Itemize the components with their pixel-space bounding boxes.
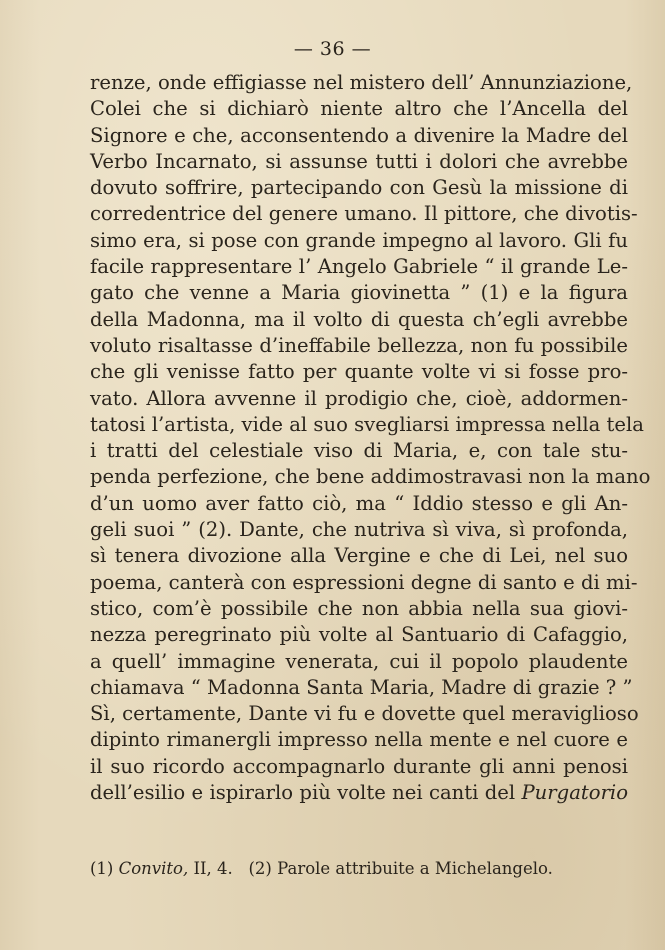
footnotes xyxy=(90,858,628,880)
text-line: nezza peregrinato più volte al Santuario di Cafaggio, xyxy=(90,623,628,647)
text-line: il suo ricordo accompagnarlo durante gli anni penosi xyxy=(90,754,628,778)
text-line: renze, onde effigiasse nel mistero dell’ Annunziazione, xyxy=(90,71,633,94)
text-line: chiamava “ Madonna Santa Maria, Madre di grazie ? ” xyxy=(90,675,633,699)
text-line: sì tenera divozione alla Vergine e che di Lei, nel suo xyxy=(90,544,628,568)
text-line: facile rappresentare l’ Angelo Gabriele “ il grande Le- xyxy=(90,255,628,279)
text-line: a quell’ immagine venerata, cui il popolo plaudente xyxy=(90,649,628,673)
footnote-2-ref: (2) xyxy=(248,859,272,878)
text-line: geli suoi ” (2). Dante, che nutriva sì viva, sì profonda, xyxy=(90,518,628,542)
footnote-1-title: Convito, xyxy=(118,859,189,878)
body-text xyxy=(90,70,651,806)
purgatorio-italic: Purgatorio xyxy=(521,781,628,805)
text-line: vato. Allora avvenne il prodigio che, cioè, addormen- xyxy=(90,386,628,410)
text-line-last-roman: dell’esilio e ispirarlo più volte nei canti del xyxy=(90,781,516,805)
text-line: penda perfezione, che bene addimostravasi non la mano xyxy=(90,465,651,489)
text-line: simo era, si pose con grande impegno al lavoro. Gli fu xyxy=(90,228,628,252)
text-line: dipinto rimanergli impresso nella mente e nel cuore e xyxy=(90,728,628,752)
footnote-2-text: Parole attribuite a Michelangelo. xyxy=(277,859,553,878)
text-line: che gli venisse fatto per quante volte vi si fosse pro- xyxy=(90,360,628,384)
footnote-1-ref: (1) xyxy=(90,859,114,878)
text-line: Colei che si dichiarò niente altro che l’Ancella del xyxy=(90,97,628,121)
text-line: della Madonna, ma il volto di questa ch’egli avrebbe xyxy=(90,307,628,331)
footnote-1-rest: II, 4. xyxy=(193,859,233,878)
text-line: Sì, certamente, Dante vi fu e dovette quel meraviglioso xyxy=(90,702,639,726)
text-line: i tratti del celestiale viso di Maria, e, con tale stu- xyxy=(90,439,628,463)
text-line-last xyxy=(90,780,628,806)
text-line: Verbo Incarnato, si assunse tutti i dolori che avrebbe xyxy=(90,149,628,173)
text-line: dovuto soffrire, partecipando con Gesù la missione di xyxy=(90,176,628,200)
text-line: corredentrice del genere umano. Il pittore, che divotis- xyxy=(90,202,638,226)
text-line: stico, com’è possibile che non abbia nella sua giovi- xyxy=(90,596,628,620)
text-line: tatosi l’artista, vide al suo svegliarsi impressa nella tela xyxy=(90,412,644,436)
page-number: — 36 — xyxy=(293,38,372,60)
text-line: gato che venne a Maria giovinetta ” (1) e la figura xyxy=(90,281,628,305)
text-line: voluto risaltasse d’ineffabile bellezza, non fu possibile xyxy=(90,333,628,357)
text-line: poema, canterà con espressioni degne di santo e di mi- xyxy=(90,570,638,594)
text-line: Signore e che, acconsentendo a divenire la Madre del xyxy=(90,123,628,147)
text-line: d’un uomo aver fatto ciò, ma “ Iddio stesso e gli An- xyxy=(90,491,628,515)
